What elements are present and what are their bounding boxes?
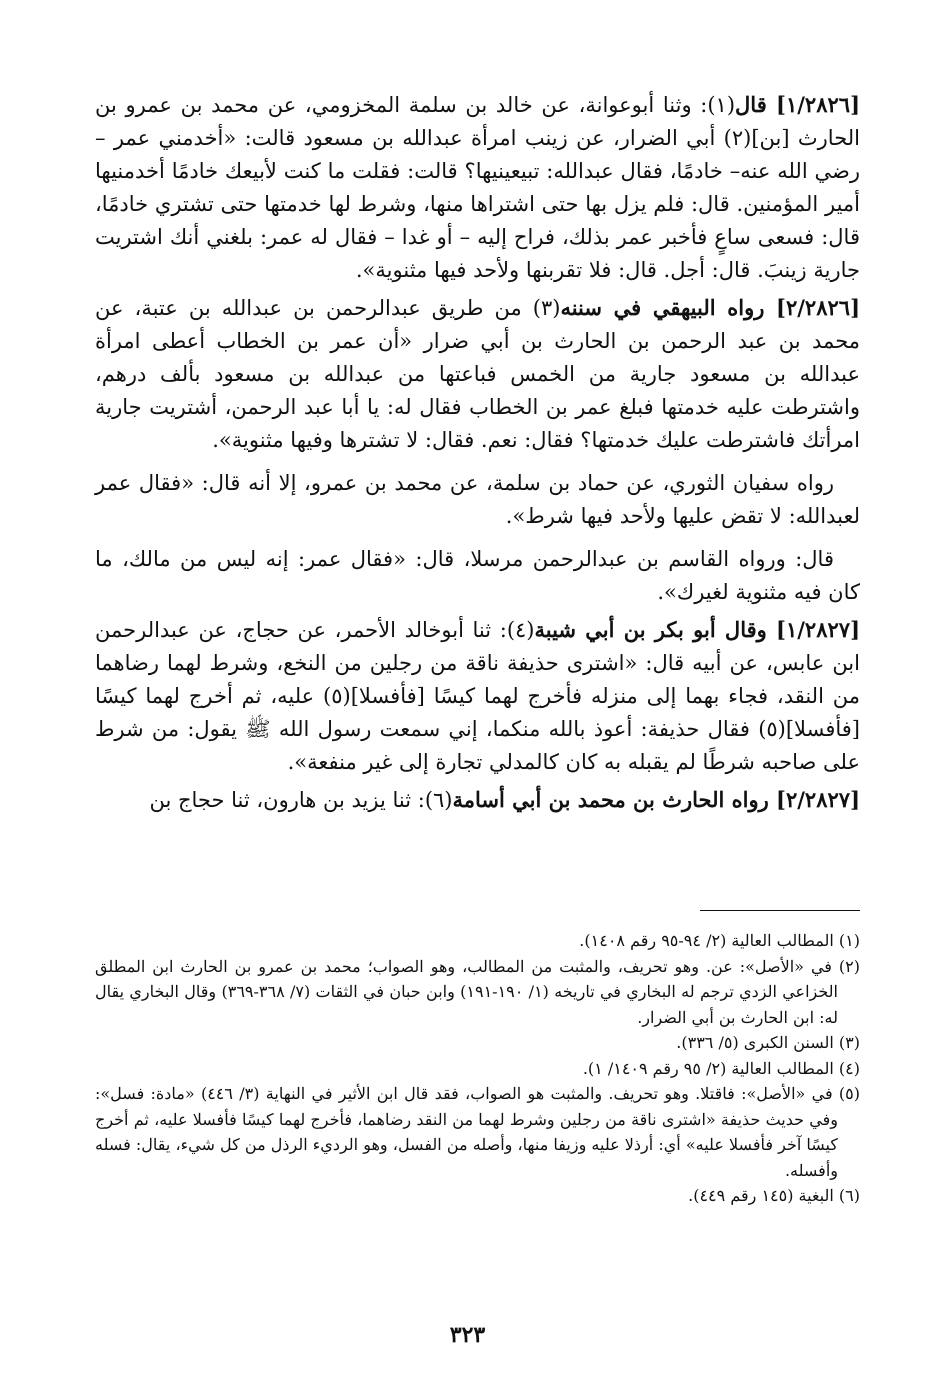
paragraph-text: (٤): ثنا أبوخالد الأحمر، عن حجاج، عن عبدالرحمن ابن عابس، عن أبيه قال: «اشترى حذيفة ناقة من رجلين من النخع، وشرط لهما رضاهما من النقد، فجاء بهما إلى منزله فأخرج لهما كيسًا [فأفسلا](٥) عليه، ثم أخرج لهما كيسًا [فأفسلا](٥) فقال حذيفة: أعوذ بالله منكما، إني سمعت رسول الله ﷺ يقول: من شرط على صاحبه شرطًا لم يقبله به كان كالمدلي تجارة إلى غير منفعة». — [95, 618, 861, 774]
paragraph-text: (١): وثنا أبوعوانة، عن خالد بن سلمة المخزومي، عن محمد بن عمرو بن الحارث [بن](٢) أبي الضرار، عن زينب امرأة عبدالله بن مسعود قالت: «أخدمني عمر – رضي الله عنه– خادمًا، فقال عبدالله: تبيعينيها؟ قالت: فقلت ما كنت لأبيعك خادمًا أخدمنيها أمير المؤمنين. قال: فلم يزل بها حتى اشتراها منها، وشرط لها خدمتها حتى تشتري خادمًا، قال: فسعى ساعٍ فأخبر عمر بذلك، فراح إليه – أو غدا – فقال له عمر: بلغني أنك اشتريت جارية زينبَ. قال: أجل. قال: فلا تقربنها ولأحد فيها مثنوية». — [95, 93, 860, 282]
paragraph-2827-2 — [95, 783, 860, 817]
paragraph-text: رواه سفيان الثوري، عن حماد بن سلمة، عن محمد بن عمرو، إلا أنه قال: «فقال عمر لعبدالله: لا تقض عليها ولأحد فيها شرط». — [95, 471, 860, 528]
hadith-heading: [١/٢٨٢٧] وقال أبو بكر بن أبي شيبة — [534, 617, 860, 642]
footnote-6: (٦) البغية (١٤٥ رقم ٤٤٩). — [688, 1186, 860, 1205]
paragraph-2827-1 — [95, 613, 860, 779]
footnote-4: (٤) المطالب العالية (٢/ ٩٥ رقم ١٤٠٩/ ١). — [582, 1058, 860, 1078]
paragraph-text: (٦): ثنا يزيد بن هارون، ثنا حجاج بن — [149, 788, 453, 812]
footnote-divider — [700, 910, 860, 911]
hadith-heading: [٢/٢٨٢٦] رواه البيهقي في سننه — [560, 295, 860, 320]
footnote-2: (٢) في «الأصل»: عن. وهو تحريف، والمثبت من المطالب، وهو الصواب؛ محمد بن عمرو بن الحارث ابن المطلق الخزاعي الزدي ترجم له البخاري في تاريخه (١/ ١٩٠-١٩١) وابن حبان في الثقات (٧/ ٣٦٨-٣٦٩) وقال البخاري يقال له: ابن الحارث بن أبي الضرار. — [95, 956, 860, 1027]
page-number: ٣٢٣ — [449, 1322, 486, 1348]
paragraph-text: قال: ورواه القاسم بن عبدالرحمن مرسلا، قال: «فقال عمر: إنه ليس من مالك، ما كان فيه مثنوية لغيرك». — [95, 547, 860, 604]
paragraph-qasim — [95, 543, 860, 609]
footnote-5: (٥) في «الأصل»: فاقتلا. وهو تحريف. والمثبت هو الصواب، فقد قال ابن الأثير في النهاية (٣/ ٤٤٦) «مادة: فسل»: وفي حديث حذيفة «اشترى ناقة من رجلين وشرط لهما من النقد رضاهما، فأخرج لهما كيسًا فأفسلا عليه، ثم أخرج كيسًا آخر فأفسلا عليه» أي: أرذلا عليه وزيفا منها، وأصله من الفسل، وهو الرديء الرذل من كل شيء، يقال: فسله وأفسله. — [95, 1084, 860, 1180]
footnote-3: (٣) السنن الكبرى (٥/ ٣٣٦). — [676, 1033, 860, 1052]
main-text — [95, 88, 860, 821]
paragraph-text: (٣) من طريق عبدالرحمن بن عبدالله بن عتبة، عن محمد بن عبد الرحمن بن الحارث بن أبي ضرار «أن عمر بن الخطاب أعطى امرأة عبدالله بن مسعود جارية من الخمس فباعتها من عبدالله بن مسعود بألف درهم، واشترطت عليه خدمتها فبلغ عمر بن الخطاب فقال له: يا أبا عبد الرحمن، أشتريت جارية امرأتك فاشترطت عليك خدمتها؟ فقال: نعم. فقال: لا تشترها وفيها مثنوية». — [95, 296, 860, 452]
footnote-1: (١) المطالب العالية (٢/ ٩٤-٩٥ رقم ١٤٠٨). — [579, 931, 860, 950]
hadith-heading: [١/٢٨٢٦] قال — [735, 92, 860, 117]
paragraph-thawri — [95, 467, 860, 533]
footnotes — [95, 928, 860, 1209]
paragraph-2826-1 — [95, 88, 860, 287]
paragraph-2826-2 — [95, 291, 860, 457]
hadith-heading: [٢/٢٨٢٧] رواه الحارث بن محمد بن أبي أسامة — [452, 787, 860, 812]
